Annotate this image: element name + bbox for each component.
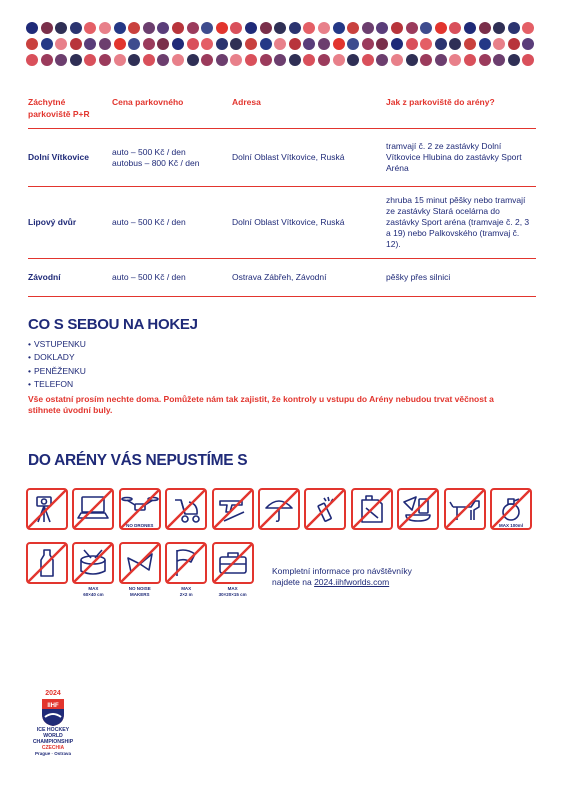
header-price: Cena parkovného [112,97,184,107]
pattern-dot [318,54,330,66]
pattern-dot [449,22,461,34]
pattern-dot [55,38,67,50]
pattern-dot [230,22,242,34]
table-row [28,129,536,187]
pattern-dot [333,22,345,34]
weapons-icon [212,488,254,530]
pattern-dot [55,54,67,66]
pattern-dot [464,54,476,66]
pyrotechnics-icon [304,488,346,530]
row-price: auto – 500 Kč / den [112,187,232,259]
header-parking: Záchytné parkoviště P+R [28,97,90,119]
pattern-dot [260,54,272,66]
pattern-dot [157,54,169,66]
pattern-dot [245,38,257,50]
website-link[interactable]: 2024.iihfworlds.com [314,577,390,587]
pattern-dot [114,54,126,66]
pattern-dot [41,54,53,66]
pattern-dot [362,22,374,34]
list-item: • DOKLADY [28,351,86,364]
pattern-dot [84,22,96,34]
header-address: Adresa [232,97,261,107]
logo-year: 2024 [45,690,61,697]
pattern-dot [333,38,345,50]
sign-caption: NO NOISE MAKERS [128,586,151,597]
weapons-prohibited-sign [212,488,254,530]
pattern-dot [464,22,476,34]
list-item: • VSTUPENKU [28,338,86,351]
pattern-dot [187,22,199,34]
sign-caption: MAX 100ml [498,523,523,528]
laptop-icon [72,488,114,530]
logo-cities: Prague · Ostrava [34,751,71,756]
pattern-dot [479,38,491,50]
stroller-icon [165,488,207,530]
bottle-icon [26,542,68,584]
row-how: pěšky přes silnici [386,259,536,297]
umbrella-prohibited-sign [258,488,300,530]
pattern-dot [391,38,403,50]
parking-table [28,96,536,297]
pattern-dot [84,38,96,50]
pattern-dot [493,38,505,50]
pattern-dot [435,54,447,66]
stroller-prohibited-sign [165,488,207,530]
pattern-dot [289,38,301,50]
pattern-dot [216,22,228,34]
pattern-dot [376,22,388,34]
bottle-prohibited-sign [26,542,68,584]
pattern-dot [230,38,242,50]
pattern-dot [318,38,330,50]
pattern-dot [493,22,505,34]
banned-heading: DO ARÉNY VÁS NEPUSTÍME S [28,452,248,469]
pattern-dot [128,22,140,34]
pattern-dot [230,54,242,66]
logo-line: WORLD [43,733,63,739]
row-name: Závodní [28,259,112,297]
pattern-dot [157,22,169,34]
pattern-dot [114,38,126,50]
pattern-dot [216,38,228,50]
row-name: Dolní Vítkovice [28,129,112,187]
list-item: • PENĚŽENKU [28,365,86,378]
pattern-dot [435,38,447,50]
bring-list [28,338,86,391]
pattern-dot [376,54,388,66]
pattern-dot [172,38,184,50]
pattern-dot [274,54,286,66]
pattern-dot [172,22,184,34]
pattern-dot [70,38,82,50]
pattern-dot [406,22,418,34]
pattern-dot [347,54,359,66]
pattern-dot [362,38,374,50]
info-line: Kompletní informace pro návštěvníky [272,566,412,576]
decorative-dot-pattern [26,22,538,68]
logo-line: CHAMPIONSHIP [32,739,74,745]
sign-caption: MAX 60×40 cm [83,586,104,597]
pattern-dot [216,54,228,66]
pattern-dot [143,54,155,66]
umbrella-icon [258,488,300,530]
pattern-dot [391,54,403,66]
pattern-dot [522,38,534,50]
pattern-dot [260,22,272,34]
pattern-dot [303,38,315,50]
canister-prohibited-sign [351,488,393,530]
pyrotechnics-prohibited-sign [304,488,346,530]
pattern-dot [479,54,491,66]
pattern-dot [420,54,432,66]
drum-prohibited-sign [72,542,114,584]
bag-icon [212,542,254,584]
row-price: auto – 500 Kč / den [112,259,232,297]
pattern-dot [128,54,140,66]
pattern-dot [274,38,286,50]
canister-icon [351,488,393,530]
visitor-info [272,566,412,588]
pattern-dot [318,22,330,34]
pattern-dot [157,38,169,50]
row-name: Lipový dvůr [28,187,112,259]
food-prohibited-sign [397,488,439,530]
pattern-dot [26,38,38,50]
logo-line: ICE HOCKEY [36,727,70,733]
food-icon [397,488,439,530]
pattern-dot [362,54,374,66]
pattern-dot [274,22,286,34]
pattern-dot [26,54,38,66]
pattern-dot [508,22,520,34]
pattern-dot [420,38,432,50]
pattern-dot [376,38,388,50]
pattern-dot [201,22,213,34]
drum-icon [72,542,114,584]
pattern-dot [99,22,111,34]
pattern-dot [289,22,301,34]
pattern-dot [508,54,520,66]
row-address: Dolní Oblast Vítkovice, Ruská [232,187,386,259]
pattern-dot [172,54,184,66]
pattern-dot [99,54,111,66]
pattern-dot [70,54,82,66]
pattern-dot [55,22,67,34]
header-how: Jak z parkoviště do arény? [386,97,495,107]
pattern-dot [493,54,505,66]
pattern-dot [406,54,418,66]
warning-text: Vše ostatní prosím nechte doma. Pomůžete nám tak zajistit, že kontroly u vstupu do Arény nebudou trvat věčnost a stihnete úvodní buly. [28,394,494,415]
pattern-dot [245,22,257,34]
pattern-dot [508,38,520,50]
iihf-emblem-icon [40,697,66,727]
pattern-dot [449,54,461,66]
pattern-dot [347,22,359,34]
pattern-dot [420,22,432,34]
pattern-dot [303,22,315,34]
sign-caption: MAX 2×2 m [179,586,193,597]
dog-icon [444,488,486,530]
noise-maker-prohibited-sign [119,542,161,584]
laptop-prohibited-sign [72,488,114,530]
table-row [28,259,536,297]
pattern-dot [84,54,96,66]
sign-caption: MAX 30×20×15 cm [218,586,247,597]
pattern-dot [522,22,534,34]
pattern-dot [143,22,155,34]
info-prefix: najdete na [272,577,315,587]
pattern-dot [260,38,272,50]
list-item: • TELEFON [28,378,86,391]
pattern-dot [464,38,476,50]
flag-prohibited-sign [165,542,207,584]
row-address: Dolní Oblast Vítkovice, Ruská [232,129,386,187]
pattern-dot [26,22,38,34]
pattern-dot [187,38,199,50]
pattern-dot [187,54,199,66]
pattern-dot [99,38,111,50]
pattern-dot [41,22,53,34]
logo-country: CZECHIA [41,745,65,751]
pattern-dot [114,22,126,34]
pattern-dot [347,38,359,50]
pattern-dot [201,38,213,50]
pattern-dot [522,54,534,66]
table-header-row [28,96,536,129]
pattern-dot [143,38,155,50]
championship-logo [26,690,80,757]
row-how: zhruba 15 minut pěšky nebo tramvají ze zastávky Stará ocelárna do zastávky Sport aréna (tramvaje č. 2, 3 a 19) nebo Palkovského (tramvaj č. 12). [386,187,536,259]
pattern-dot [289,54,301,66]
row-address: Ostrava Zábřeh, Závodní [232,259,386,297]
row-how: tramvají č. 2 ze zastávky Dolní Vítkovice Hlubina do zastávky Sport Aréna [386,129,536,187]
camera-tripod-icon [26,488,68,530]
dog-prohibited-sign [444,488,486,530]
logo-mark: IIHF [47,703,59,709]
noise-maker-icon [119,542,161,584]
pattern-dot [41,38,53,50]
pattern-dot [435,22,447,34]
bag-prohibited-sign [212,542,254,584]
pattern-dot [479,22,491,34]
pattern-dot [333,54,345,66]
pattern-dot [201,54,213,66]
flag-icon [165,542,207,584]
table-row [28,187,536,259]
pattern-dot [128,38,140,50]
row-price: auto – 500 Kč / den autobus – 800 Kč / den [112,129,232,187]
camera-tripod-prohibited-sign [26,488,68,530]
pattern-dot [303,54,315,66]
sign-caption: NO DRONES [126,523,154,528]
bring-heading: CO S SEBOU NA HOKEJ [28,316,198,333]
pattern-dot [406,38,418,50]
pattern-dot [70,22,82,34]
pattern-dot [391,22,403,34]
info-line [272,577,412,588]
pattern-dot [449,38,461,50]
pattern-dot [245,54,257,66]
